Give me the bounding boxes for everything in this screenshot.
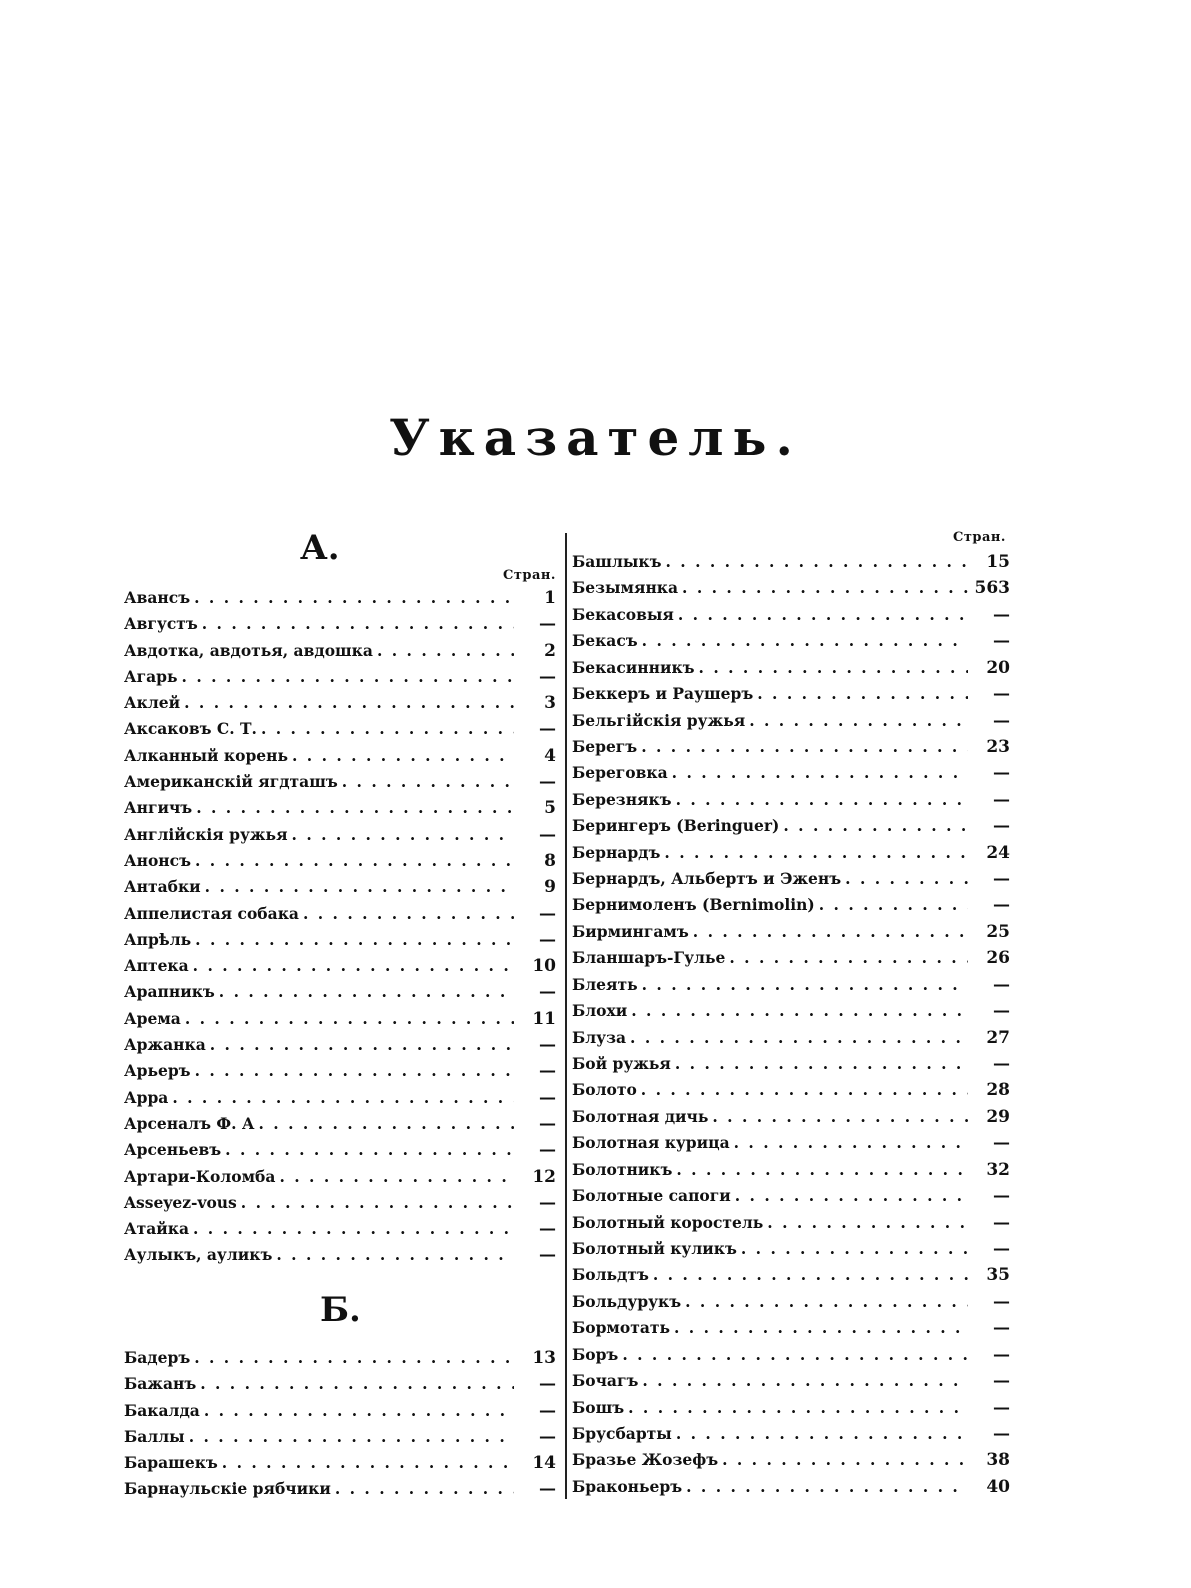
dot-leader [342,772,514,791]
index-entry [124,1088,556,1114]
dot-leader [642,1371,968,1390]
index-term: Береговка [572,763,668,783]
index-page-number: 3 [544,693,556,714]
dot-leader [202,614,514,633]
index-entry [572,763,1010,789]
index-term: Бернардъ [572,842,661,862]
index-entry [572,1424,1010,1450]
index-term: Бирмингамъ [572,921,689,941]
index-term: Бернимоленъ (Bernimolin) [572,895,815,915]
index-page-number: 20 [986,657,1010,678]
index-entry [124,1401,556,1427]
dot-leader [783,816,968,835]
index-term: Бразье Жозефъ [572,1450,719,1470]
dot-leader [193,956,514,975]
index-entry [572,1398,1010,1424]
index-entry [572,869,1010,895]
index-page-number: — [993,1238,1010,1259]
dot-leader [642,631,968,650]
index-term: Барнаульскіе рябчики [124,1479,331,1499]
dot-leader [845,869,968,888]
index-page-number: 27 [986,1027,1010,1048]
dot-leader [194,588,514,607]
dot-leader [641,1080,968,1099]
dot-leader [261,719,514,738]
section-letter-b: Б. [320,1290,361,1330]
index-term: Бадеръ [124,1348,191,1367]
dot-leader [819,895,968,914]
index-page-number: 5 [544,798,556,819]
dot-leader [674,1318,968,1337]
index-term: Больдтъ [572,1265,649,1285]
dot-leader [678,605,968,624]
index-page-number: — [539,1479,556,1500]
index-page-number: 38 [986,1450,1010,1471]
index-entry [572,1133,1010,1159]
index-term: Бочагъ [572,1371,639,1391]
dot-leader [276,1245,514,1264]
index-page-number: — [993,816,1010,837]
dot-leader [631,1001,968,1020]
dot-leader [184,693,514,712]
index-page-number: — [993,1133,1010,1154]
dot-leader [225,1140,514,1159]
index-entry [572,552,1010,578]
index-term: Бланшаръ-Гульe [572,948,726,968]
index-term: Берингеръ (Beringuer) [572,816,780,836]
index-entry [572,1239,1010,1265]
index-entry [572,975,1010,1001]
dot-leader [676,1424,968,1443]
index-term: Бормотать [572,1318,670,1338]
index-entry [124,982,556,1008]
index-term: Болото [572,1080,637,1100]
index-page-number: — [993,1291,1010,1312]
index-term: Болотникъ [572,1159,673,1179]
dot-leader [675,1054,968,1073]
dot-leader [219,982,514,1001]
dot-leader [622,1345,968,1364]
index-page-number: 4 [544,745,556,766]
index-term: Аулыкъ, ауликъ [124,1245,273,1265]
index-term: Бошъ [572,1397,625,1417]
index-entry [572,1107,1010,1133]
index-entry [572,1054,1010,1080]
dot-leader [722,1450,968,1469]
index-page-number: — [539,1219,556,1240]
index-term: Болотный куликъ [572,1238,737,1258]
dot-leader [292,746,514,765]
dot-leader [196,798,514,817]
index-entry [572,816,1010,842]
index-entry [124,719,556,745]
index-entry [572,1477,1010,1503]
dot-leader [241,1193,514,1212]
index-entry [572,948,1010,974]
index-term: Атайка [124,1219,190,1239]
index-page-number: 11 [532,1008,556,1029]
index-list-right [572,552,1010,1503]
index-term: Больдурукъ [572,1291,682,1311]
index-entry [124,825,556,851]
index-page-number: — [539,1400,556,1421]
dot-leader [210,1035,514,1054]
index-page-number: 25 [986,921,1010,942]
index-entry [572,1213,1010,1239]
index-page-number: 2 [544,640,556,661]
index-entry [124,1035,556,1061]
index-entry [124,1193,556,1219]
index-term: Аржанка [124,1035,206,1055]
dot-leader [712,1107,968,1126]
index-term: Блохи [572,1001,628,1021]
index-term: Арсеналъ Ф. А [124,1113,255,1133]
index-page-number: — [539,1035,556,1056]
index-term: Болотная курица [572,1133,730,1153]
index-term: Бельгійскія ружья [572,710,746,730]
index-entry [572,1265,1010,1291]
index-term: Барашекъ [124,1453,218,1473]
dot-leader [682,578,968,597]
index-entry [124,1374,556,1400]
index-entry [124,1427,556,1453]
dot-leader [685,1292,968,1311]
index-entry [572,1292,1010,1318]
dot-leader [757,684,968,703]
index-term: Болотный коростель [572,1212,764,1232]
index-page-number: — [539,719,556,740]
index-entry [124,851,556,877]
page-column-header-left: Стран. [503,568,556,583]
dot-leader [666,552,969,571]
index-term: Аклей [124,693,181,713]
index-page-number: 40 [986,1476,1010,1497]
index-page-number: — [539,1374,556,1395]
dot-leader [193,1219,514,1238]
index-entry [572,1450,1010,1476]
index-page-number: — [539,824,556,845]
index-term: Березнякъ [572,789,672,809]
index-entry [124,746,556,772]
index-term: Аксаковъ С. Т. [124,719,257,739]
dot-leader [185,1009,514,1028]
index-page-number: — [993,895,1010,916]
index-page-number: 32 [986,1159,1010,1180]
index-term: Ангичъ [124,798,193,818]
dot-leader [195,930,514,949]
index-entry [572,658,1010,684]
dot-leader [664,843,968,862]
index-term: Арсеньевъ [124,1140,222,1160]
index-term: Бекасинникъ [572,657,695,677]
index-page-number: — [539,1087,556,1108]
index-entry [124,667,556,693]
index-term: Антабки [124,877,201,897]
index-term: Арра [124,1087,169,1107]
index-term: Болотные сапоги [572,1186,731,1206]
index-entry [124,1140,556,1166]
index-term: Аптека [124,956,189,976]
index-page-number: 35 [986,1265,1010,1286]
index-entry [124,930,556,956]
index-page-number: — [539,1192,556,1213]
index-entry [572,1160,1010,1186]
index-term: Бернардъ, Альбертъ и Эженъ [572,869,842,889]
index-term: Безымянка [572,578,679,598]
dot-leader [292,825,514,844]
index-page-number: — [539,903,556,924]
dot-leader [303,904,514,923]
column-divider [565,533,567,1499]
index-entry [572,1028,1010,1054]
index-entry [124,1114,556,1140]
index-term: Бой ружья [572,1054,671,1074]
index-term: Болотная дичь [572,1106,709,1126]
index-page-number: 28 [986,1080,1010,1101]
index-term: Берегъ [572,736,638,756]
index-page-number: — [993,1318,1010,1339]
dot-leader [182,667,514,686]
index-page-number: — [539,1061,556,1082]
index-page-number: — [993,1212,1010,1233]
dot-leader [195,851,514,870]
index-entry [572,605,1010,631]
index-page-number: — [993,974,1010,995]
index-term: Апрѣль [124,929,192,949]
index-entry [124,1348,556,1374]
page-title: Указатель. [389,408,802,467]
index-entry [124,877,556,903]
index-term: Алканный корень [124,745,289,765]
index-entry [572,631,1010,657]
index-entry [572,1371,1010,1397]
index-page-number: 29 [986,1106,1010,1127]
index-page-number: — [539,614,556,635]
index-entry [572,1318,1010,1344]
index-term: Анонсъ [124,850,191,870]
index-page-number: 1 [544,588,556,608]
page-column-header-right: Стран. [953,530,1006,545]
index-page-number: — [539,772,556,793]
dot-leader [200,1374,514,1393]
index-term: Августъ [124,614,198,634]
dot-leader [676,1160,968,1179]
index-entry [124,641,556,667]
index-entry [572,1186,1010,1212]
index-page-number: — [993,684,1010,705]
index-entry [572,711,1010,737]
index-entry [572,684,1010,710]
dot-leader [699,658,968,677]
index-page-number: — [539,1245,556,1266]
index-term: Бекасъ [572,631,638,651]
index-entry [572,843,1010,869]
index-page-number: — [993,1186,1010,1207]
index-entry [124,1219,556,1245]
index-entry [572,737,1010,763]
index-term: Блеять [572,974,638,994]
index-entry [124,1479,556,1505]
index-page-number: — [539,929,556,950]
dot-leader [735,1186,968,1205]
index-term: Asseyez-vous [124,1192,237,1212]
index-term: Арапникъ [124,982,215,1002]
dot-leader [734,1133,968,1152]
dot-leader [204,1401,514,1420]
index-term: Американскій ягдташъ [124,772,338,792]
dot-leader [767,1213,968,1232]
dot-leader [686,1477,968,1496]
index-page-number: — [993,604,1010,625]
index-term: Баллы [124,1426,185,1446]
index-page-number: — [993,1054,1010,1075]
index-entry [124,904,556,930]
index-page-number: — [539,982,556,1003]
index-term: Аппелистая собака [124,903,299,923]
dot-leader [205,877,514,896]
index-page-number: — [993,1001,1010,1022]
index-entry [572,790,1010,816]
index-entry [124,772,556,798]
index-term: Бекасовыя [572,604,674,624]
dot-leader [335,1479,514,1498]
index-term: Бажанъ [124,1374,197,1394]
dot-leader [628,1398,968,1417]
index-entry [124,1245,556,1271]
index-term: Англійскія ружья [124,824,288,844]
index-page-number: 10 [532,956,556,977]
dot-leader [741,1239,968,1258]
index-page-number: — [993,1397,1010,1418]
dot-leader [377,641,514,660]
index-page-number: 15 [986,552,1010,572]
index-page-number: — [993,1344,1010,1365]
index-term: Агарь [124,666,178,686]
index-entry [124,693,556,719]
index-entry [124,614,556,640]
dot-leader [693,922,968,941]
index-entry [124,1167,556,1193]
index-page-number: — [539,1140,556,1161]
dot-leader [641,737,968,756]
index-term: Башлыкъ [572,552,662,571]
index-page-number: 14 [532,1453,556,1474]
index-entry [572,578,1010,604]
index-page-number: — [993,1423,1010,1444]
index-entry [124,1009,556,1035]
index-entry [124,956,556,982]
index-entry [124,588,556,614]
index-term: Авдотка, авдотья, авдошка [124,640,373,660]
dot-leader [194,1348,514,1367]
index-page-number: 13 [532,1348,556,1368]
dot-leader [653,1265,968,1284]
dot-leader [630,1028,968,1047]
index-page-number: — [993,763,1010,784]
index-term: Брусбарты [572,1423,672,1443]
index-term: Бакалда [124,1400,200,1420]
dot-leader [672,763,968,782]
dot-leader [189,1427,514,1446]
index-page-number: 8 [544,850,556,871]
dot-leader [676,790,968,809]
index-page-number: 563 [974,578,1010,599]
index-page-number: 24 [986,842,1010,863]
index-entry [572,1001,1010,1027]
dot-leader [222,1453,514,1472]
index-page-number: — [539,666,556,687]
index-term: Арьеръ [124,1061,191,1081]
index-entry [572,922,1010,948]
index-list-b [124,1348,556,1506]
dot-leader [195,1061,514,1080]
index-page-number: — [993,789,1010,810]
dot-leader [749,711,968,730]
index-list-a [124,588,556,1272]
index-page-number: — [539,1426,556,1447]
index-page-number: — [993,710,1010,731]
index-page-number: — [539,1113,556,1134]
index-term: Блуза [572,1027,627,1047]
index-page-number: — [993,631,1010,652]
dot-leader [172,1088,514,1107]
index-entry [572,895,1010,921]
index-page-number: — [993,869,1010,890]
index-term: Браконьеръ [572,1476,683,1496]
index-entry [124,1061,556,1087]
index-term: Арема [124,1008,181,1028]
dot-leader [642,975,968,994]
index-entry [124,1453,556,1479]
dot-leader [729,948,968,967]
index-term: Авансъ [124,588,191,607]
dot-leader [279,1167,514,1186]
index-page-number: — [993,1371,1010,1392]
index-page-number: 9 [544,877,556,898]
index-term: Боръ [572,1344,619,1364]
index-page-number: 23 [986,736,1010,757]
index-term: Артари-Коломба [124,1166,276,1186]
index-term: Беккеръ и Раушеръ [572,684,754,704]
index-entry [572,1080,1010,1106]
index-entry [124,798,556,824]
index-page-number: 12 [532,1166,556,1187]
index-entry [572,1345,1010,1371]
dot-leader [259,1114,515,1133]
section-letter-a: А. [300,528,340,568]
index-page-number: 26 [986,948,1010,969]
